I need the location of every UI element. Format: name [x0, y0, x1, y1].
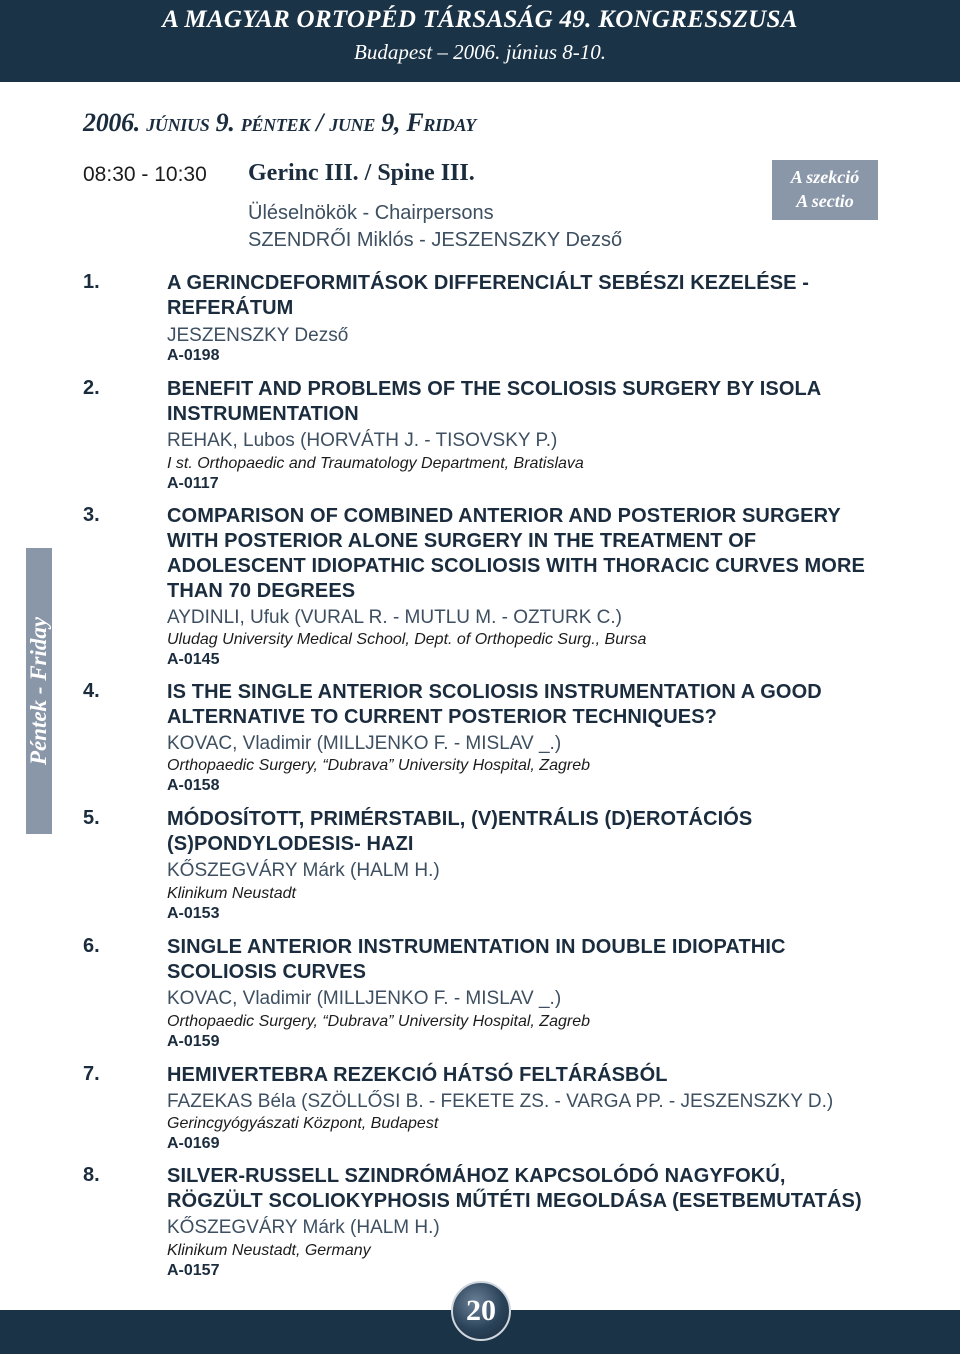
item-institution: Gerincgyógyászati Központ, Budapest	[167, 1115, 439, 1132]
side-tab	[26, 548, 52, 834]
item-code: A-0159	[167, 1033, 220, 1050]
item-number: 6.	[83, 935, 100, 957]
item-title: BENEFIT AND PROBLEMS OF THE SCOLIOSIS SURGERY BY ISOLA INSTRUMENTATION	[167, 378, 821, 425]
item-number: 4.	[83, 680, 100, 702]
congress-subtitle: Budapest – 2006. június 8-10.	[354, 40, 606, 64]
item-authors: JESZENSZKY Dezső	[167, 325, 349, 346]
item-authors: KOVAC, Vladimir (MILLJENKO F. - MISLAV _.)	[167, 733, 562, 754]
item-number: 2.	[83, 377, 100, 399]
item-title: A GERINCDEFORMITÁSOK DIFFERENCIÁLT SEBÉSZI KEZELÉSE - REFERÁTUM	[167, 272, 809, 319]
item-title: MÓDOSÍTOTT, PRIMÉRSTABIL, (V)ENTRÁLIS (D)EROTÁCIÓS (S)PONDYLODESIS- HAZI	[167, 808, 753, 855]
item-authors: REHAK, Lubos (HORVÁTH J. - TISOVSKY P.)	[167, 430, 558, 451]
item-authors: KŐSZEGVÁRY Márk (HALM H.)	[167, 860, 440, 881]
item-title: HEMIVERTEBRA REZEKCIÓ HÁTSÓ FELTÁRÁSBÓL	[167, 1064, 668, 1086]
section-badge	[772, 160, 878, 220]
item-number: 7.	[83, 1063, 100, 1085]
congress-title: A MAGYAR ORTOPÉD TÁRSASÁG 49. KONGRESSZUSA	[162, 6, 798, 33]
item-number: 5.	[83, 807, 100, 829]
chair-names: SZENDRŐI Miklós - JESZENSZKY Dezső	[248, 229, 623, 251]
session-title: Gerinc III. / Spine III.	[248, 160, 475, 186]
item-institution: Uludag University Medical School, Dept. of Orthopedic Surg., Bursa	[167, 631, 647, 648]
side-tab-label: Péntek - Friday	[26, 616, 51, 766]
item-code: A-0145	[167, 651, 220, 668]
item-institution: I st. Orthopaedic and Traumatology Department, Bratislava	[167, 455, 584, 472]
item-number: 8.	[83, 1164, 100, 1186]
day-heading: 2006. június 9. péntek / june 9, Friday	[83, 108, 476, 137]
item-code: A-0158	[167, 777, 220, 794]
item-code: A-0157	[167, 1262, 220, 1279]
session-time: 08:30 - 10:30	[83, 163, 207, 186]
item-title: COMPARISON OF COMBINED ANTERIOR AND POSTERIOR SURGERY WITH POSTERIOR ALONE SURGERY IN THE TREATMENT OF ADOLESCENT IDIOPATHIC SCOLIOSIS WITH THORACIC CURVES MORE THAN 70 DEGREES	[167, 505, 865, 602]
item-title: SINGLE ANTERIOR INSTRUMENTATION IN DOUBLE IDIOPATHIC SCOLIOSIS CURVES	[167, 936, 786, 983]
item-code: A-0198	[167, 347, 220, 364]
chair-label: Üléselnökök - Chairpersons	[248, 202, 494, 224]
item-authors: KŐSZEGVÁRY Márk (HALM H.)	[167, 1217, 440, 1238]
item-title: SILVER-RUSSELL SZINDRÓMÁHOZ KAPCSOLÓDÓ NAGYFOKÚ, RÖGZÜLT SCOLIOKYPHOSIS MŰTÉTI MEGOLDÁSA (ESETBEMUTATÁS)	[167, 1165, 862, 1212]
item-number: 3.	[83, 504, 100, 526]
item-authors: KOVAC, Vladimir (MILLJENKO F. - MISLAV _.)	[167, 988, 562, 1009]
page-number: 20	[451, 1281, 511, 1341]
item-authors: AYDINLI, Ufuk (VURAL R. - MUTLU M. - OZTURK C.)	[167, 607, 622, 628]
item-institution: Orthopaedic Surgery, “Dubrava” University Hospital, Zagreb	[167, 1013, 590, 1030]
item-number: 1.	[83, 271, 100, 293]
header-banner	[0, 0, 960, 82]
item-institution: Orthopaedic Surgery, “Dubrava” University Hospital, Zagreb	[167, 757, 590, 774]
item-code: A-0117	[167, 475, 219, 492]
section-badge-line1: A szekció	[790, 167, 860, 187]
item-title: IS THE SINGLE ANTERIOR SCOLIOSIS INSTRUMENTATION A GOOD ALTERNATIVE TO CURRENT POSTERIOR TECHNIQUES?	[167, 681, 822, 728]
item-code: A-0169	[167, 1135, 220, 1152]
item-code: A-0153	[167, 905, 220, 922]
section-badge-line2: A sectio	[796, 191, 854, 211]
item-authors: FAZEKAS Béla (SZÖLLŐSI B. - FEKETE ZS. - VARGA PP. - JESZENSZKY D.)	[167, 1091, 834, 1112]
item-institution: Klinikum Neustadt	[167, 885, 296, 902]
item-institution: Klinikum Neustadt, Germany	[167, 1242, 371, 1259]
